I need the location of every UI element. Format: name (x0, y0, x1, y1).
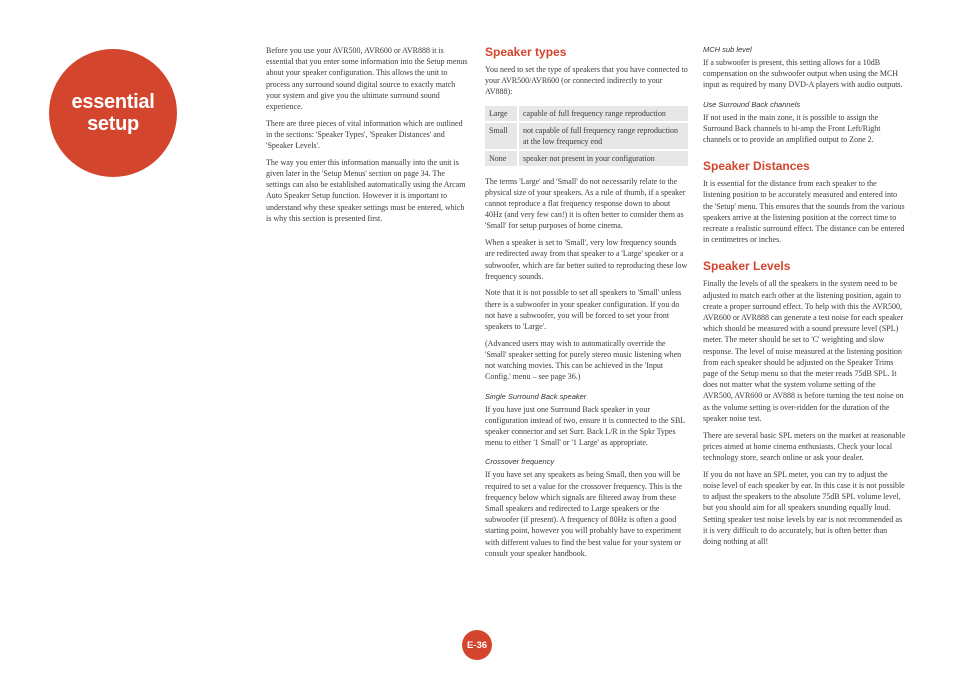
page-number: E-36 (466, 639, 488, 651)
single-surround-back-text: If you have just one Surround Back speaker in your configuration instead of two, ensure it is connected to the SBL speaker connector and set Surr. Back L/R in the Spkr Types menu to either '1 Small' or '1 Large' as appropriate. (485, 404, 685, 448)
table-row (485, 106, 688, 121)
body-paragraph: The terms 'Large' and 'Small' do not necessarily relate to the physical size of your speakers. As a rule of thumb, if a speaker cannot reproduce a flat frequency response down to about 40Hz (and very few can!) it is often better to consider them as 'Small' for setup purposes of home cinema. (485, 176, 686, 231)
crossover-heading: Crossover frequency (485, 457, 555, 467)
use-surround-back-heading: Use Surround Back channels (703, 99, 801, 109)
intro-paragraph: The way you enter this information manually into the unit is given later in the 'Setup Menus' section on page 34. The settings can also be established automatically using the Arcam Auto Speaker Setup function. However it is important to understand why these speaker settings must be entered, which is why this section is presented first. (266, 157, 466, 223)
type-cell: Small (485, 123, 519, 149)
page-number-badge (462, 630, 492, 660)
speaker-distances-text: It is essential for the distance from each speaker to the listening position to be accurately measured and entered into the 'Setup' menu. This ensures that the sounds from the various speakers arrive at the listening position at the correct time to recreate a realistic surround effect. The distance can be entered in centimetres or inches. (703, 179, 905, 245)
single-surround-back-heading: Single Surround Back speaker (485, 391, 587, 401)
section-title: essential setup (71, 91, 155, 135)
speaker-types-lead: You need to set the type of speakers that you have connected to your AVR500/AVR600 (or connected indirectly to your AV888): (485, 65, 688, 97)
body-paragraph: When a speaker is set to 'Small', very low frequency sounds are redirected away from that speaker to a 'Large' speaker or a subwoofer, which are far better suited to reproducing these low frequency sounds. (485, 238, 688, 281)
use-surround-back-text: If not used in the main zone, it is possible to assign the Surround Back channels to bi-amp the Front Left/Right channels or to provide an amplified output to Zone 2. (703, 112, 881, 145)
intro-paragraph: Before you use your AVR500, AVR600 or AVR888 it is essential that you enter some information into the Setup menus about your speaker configuration. This allows the unit to process any surround sound digital source to exactly match your system and give you the ultimate surround sound experience. (266, 46, 468, 112)
speaker-levels-paragraph: Finally the levels of all the speakers in the system need to be adjusted to match each other at the listening position, again to create a proper surround effect. To help with this the AVR500, AVR600 or AVR888 can generate a test noise for each speaker which should be measured with a sound pressure level (SPL) meter. The meter should be set to 'C' weighting and slow response. The level of noise measured at the listening position from each speaker should be adjusted on the Speaker Trims page of the Setup menu so that the meter reads 75dB SPL. It does not matter what the system volume setting of the AVR500, AVR600 or AV888 is before turning the test noise on as the volume setting is over-ridden for the duration of the speaker noise test. (703, 279, 904, 423)
table-row (485, 151, 688, 166)
speaker-levels-heading: Speaker Levels (703, 259, 791, 274)
right-column (703, 45, 906, 553)
type-cell: Large (485, 106, 519, 121)
body-paragraph: Note that it is not possible to set all speakers to 'Small' unless there is a subwoofer in your speaker configuration. If you do not have a subwoofer, you will be forced to set your front speakers to 'Large'. (485, 288, 682, 332)
speaker-levels-paragraph: There are several basic SPL meters on the market at reasonable prices aimed at home cinema enthusiasts. Check your local technology store, search online or ask your dealer. (703, 430, 906, 462)
intro-paragraph: There are three pieces of vital information which are outlined in the sections: 'Speaker Types', 'Speaker Distances' and 'Speaker Levels'. (266, 118, 463, 151)
speaker-types-table (485, 104, 688, 168)
section-title-circle (49, 49, 177, 177)
description-cell: not capable of full frequency range reproduction at the low frequency end (519, 123, 688, 149)
mch-sub-text: If a subwoofer is present, this setting allows for a 10dB compensation on the subwoofer output when using the MCH input as required by many DVD-A players with audio outputs. (703, 58, 903, 90)
speaker-distances-heading: Speaker Distances (703, 159, 810, 174)
crossover-text: If you have set any speakers as being Small, then you will be required to set a value for the crossover frequency. This is the frequency below which signals are filtered away from these Small speakers and redirected to Large speakers or the subwoofer (if present). A frequency of 80Hz is often a good starting point, however you will probably have to experiment with different values to find the best value for your system or consult your speaker handbook. (485, 470, 683, 558)
speaker-types-heading: Speaker types (485, 45, 567, 59)
type-cell: None (485, 151, 519, 166)
description-cell: speaker not present in your configuration (519, 151, 688, 166)
table-row (485, 123, 688, 149)
mch-sub-heading: MCH sub level (703, 45, 752, 54)
body-paragraph: (Advanced users may wish to automatically override the 'Small' speaker setting for purely stereo music listening when not watching movies. This can be achieved in the 'Input Config.' menu – see page 36.) (485, 338, 682, 382)
speaker-levels-paragraph: If you do not have an SPL meter, you can try to adjust the noise level of each speaker by ear. In this case it is not possible to adjust the speakers to the absolute 75dB SPL volume level, but you should aim for all speakers sounding equally loud. Setting speaker test noise levels by ear is not recommended as it is very difficult to do accurately, but is often better than doing nothing at all! (703, 469, 905, 546)
description-cell: capable of full frequency range reproduction (519, 106, 688, 121)
intro-column (266, 45, 468, 230)
speaker-types-column (485, 45, 688, 565)
